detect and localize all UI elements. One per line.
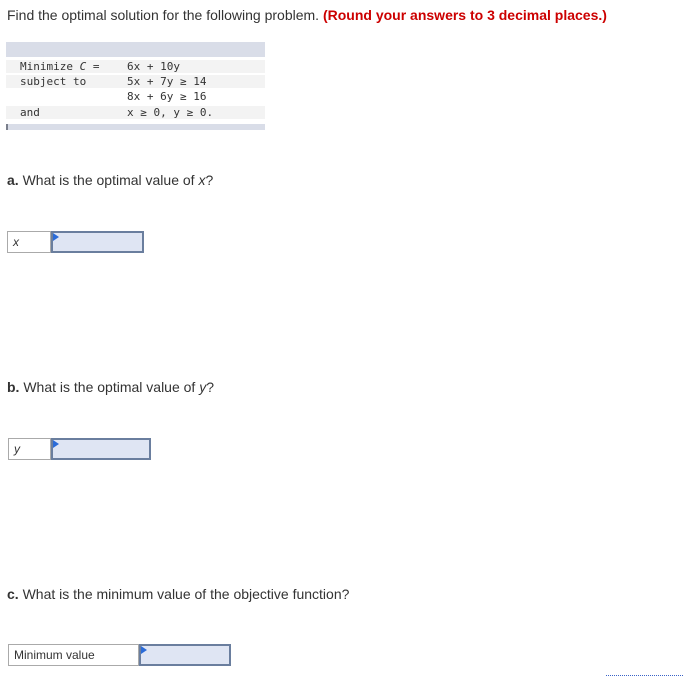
answer-row-min	[8, 644, 231, 666]
question-a-letter: a.	[7, 172, 19, 188]
question-c-text: What is the minimum value of the objective function?	[22, 586, 350, 602]
constraint-2: 8x + 6y ≥ 16	[127, 90, 207, 103]
flag-icon	[53, 233, 59, 241]
question-c-letter: c.	[7, 586, 19, 602]
answer-input-x[interactable]	[51, 231, 144, 253]
instructions	[7, 7, 607, 23]
lp-footer-bar	[6, 124, 265, 130]
answer-input-y[interactable]	[51, 438, 151, 460]
question-a-end: ?	[205, 172, 214, 188]
question-b-var: y	[199, 379, 207, 395]
answer-label-minimum: Minimum value	[8, 644, 139, 666]
flag-icon	[53, 440, 59, 448]
objective-expr: 6x + 10y	[127, 60, 180, 73]
flag-icon	[141, 646, 147, 654]
lp-header-bar	[6, 42, 265, 57]
answer-input-minimum[interactable]	[139, 644, 231, 666]
answer-row-y	[8, 438, 151, 460]
question-b	[7, 379, 214, 395]
question-a-var: x	[198, 172, 206, 188]
lp-problem-box	[6, 42, 265, 131]
minimize-label: Minimize C =	[20, 60, 100, 73]
answer-label-y: y	[8, 438, 51, 460]
question-a-text: What is the optimal value of	[22, 172, 195, 188]
question-b-end: ?	[206, 379, 215, 395]
question-b-letter: b.	[7, 379, 20, 395]
instructions-text: Find the optimal solution for the following problem.	[7, 7, 320, 23]
instructions-emphasis: (Round your answers to 3 decimal places.)	[322, 7, 607, 23]
constraint-1: 5x + 7y ≥ 14	[127, 75, 207, 88]
question-a	[7, 172, 213, 188]
dotted-divider	[606, 675, 683, 676]
question-c	[7, 586, 349, 602]
answer-label-x: x	[7, 231, 51, 253]
nonnegativity-constraint: x ≥ 0, y ≥ 0.	[127, 106, 214, 119]
and-label: and	[20, 106, 40, 119]
subject-to-label: subject to	[20, 75, 87, 88]
question-b-text: What is the optimal value of	[23, 379, 196, 395]
answer-row-x	[7, 231, 144, 253]
